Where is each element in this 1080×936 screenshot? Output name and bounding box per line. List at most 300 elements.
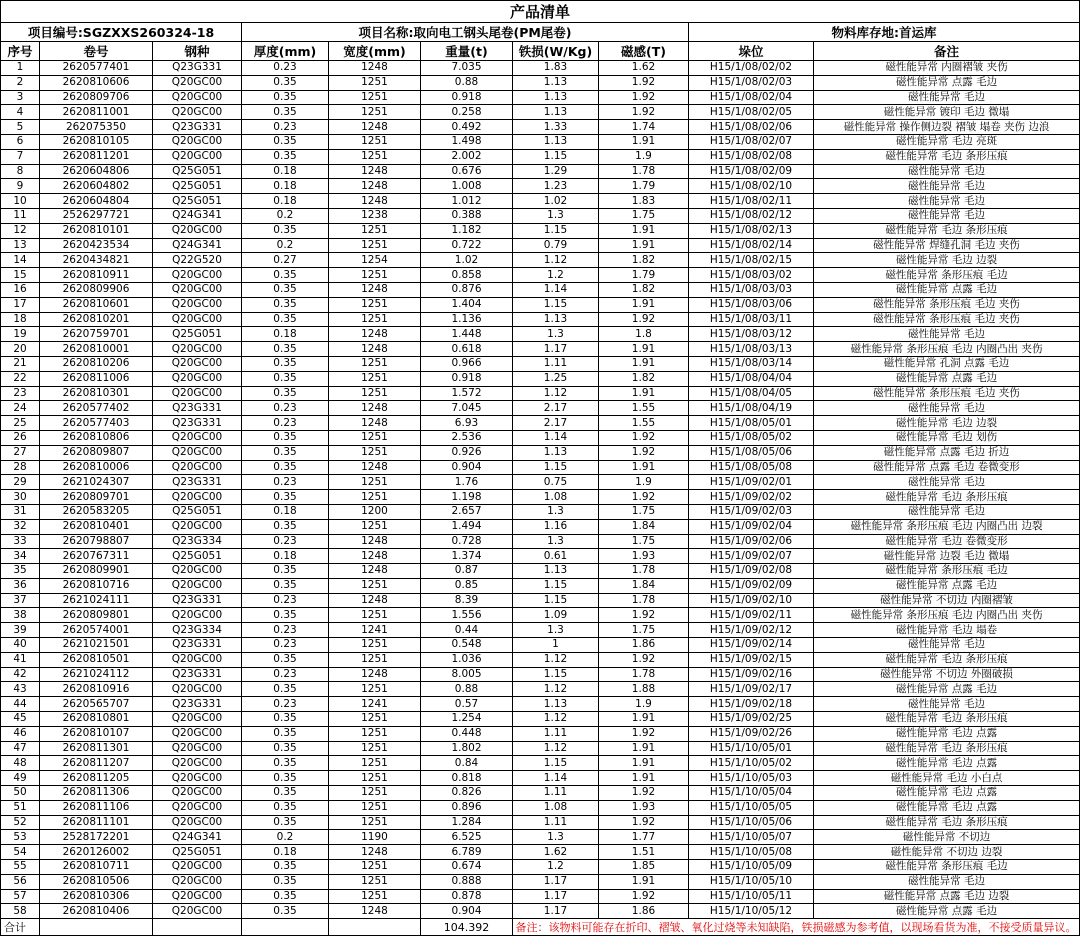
cell-seq: 58	[1, 904, 40, 919]
cell-grade: Q23G331	[153, 416, 242, 431]
cell-width: 1251	[329, 578, 421, 593]
cell-grade: Q24G341	[153, 238, 242, 253]
cell-iron-loss: 1.62	[513, 845, 599, 860]
cell-thickness: 0.35	[242, 860, 329, 875]
cell-remark: 磁性能异常 操作侧边裂 褶皱 塌卷 夹伤 边浪	[814, 120, 1080, 135]
cell-iron-loss: 1.12	[513, 741, 599, 756]
table-row	[1, 356, 1080, 371]
cell-thickness: 0.35	[242, 134, 329, 149]
cell-width: 1251	[329, 490, 421, 505]
cell-thickness: 0.35	[242, 578, 329, 593]
cell-coil: 2620577402	[40, 401, 153, 416]
cell-weight: 1.802	[421, 741, 513, 756]
cell-weight: 1.498	[421, 134, 513, 149]
table-row	[1, 652, 1080, 667]
cell-weight: 8.39	[421, 593, 513, 608]
header-width: 宽度(mm)	[329, 42, 421, 61]
cell-induction: 1.84	[599, 578, 689, 593]
cell-remark: 磁性能异常 毛边 条形压痕	[814, 741, 1080, 756]
cell-iron-loss: 1.11	[513, 726, 599, 741]
cell-weight: 0.888	[421, 874, 513, 889]
cell-iron-loss: 1.17	[513, 342, 599, 357]
cell-seq: 51	[1, 800, 40, 815]
cell-location: H15/1/10/05/08	[689, 845, 814, 860]
cell-weight: 1.02	[421, 253, 513, 268]
cell-weight: 0.926	[421, 445, 513, 460]
cell-coil: 2620577401	[40, 61, 153, 76]
cell-induction: 1.92	[599, 815, 689, 830]
cell-iron-loss: 1.15	[513, 460, 599, 475]
cell-seq: 21	[1, 356, 40, 371]
cell-grade: Q25G051	[153, 179, 242, 194]
cell-width: 1254	[329, 253, 421, 268]
cell-induction: 1.91	[599, 460, 689, 475]
cell-remark: 磁性能异常 条形压痕 毛边	[814, 564, 1080, 579]
page-title: 产品清单	[1, 1, 1080, 23]
cell-grade: Q24G341	[153, 208, 242, 223]
cell-thickness: 0.27	[242, 253, 329, 268]
cell-grade: Q23G331	[153, 61, 242, 76]
cell-thickness: 0.35	[242, 889, 329, 904]
cell-width: 1251	[329, 75, 421, 90]
cell-coil: 2620809706	[40, 90, 153, 105]
cell-iron-loss: 2.17	[513, 401, 599, 416]
cell-coil: 2620810711	[40, 860, 153, 875]
cell-thickness: 0.35	[242, 297, 329, 312]
table-row	[1, 771, 1080, 786]
cell-induction: 1.77	[599, 830, 689, 845]
cell-remark: 磁性能异常 不切边 内圈褶皱	[814, 593, 1080, 608]
cell-induction: 1.55	[599, 416, 689, 431]
cell-width: 1251	[329, 356, 421, 371]
cell-remark: 磁性能异常 条形压痕 毛边 内圈凸出 夹伤	[814, 342, 1080, 357]
table-row	[1, 90, 1080, 105]
cell-width: 1248	[329, 282, 421, 297]
cell-iron-loss: 1.29	[513, 164, 599, 179]
cell-thickness: 0.18	[242, 179, 329, 194]
cell-width: 1241	[329, 623, 421, 638]
cell-weight: 0.876	[421, 282, 513, 297]
cell-iron-loss: 1.12	[513, 712, 599, 727]
cell-width: 1248	[329, 120, 421, 135]
table-row	[1, 134, 1080, 149]
table-row	[1, 712, 1080, 727]
cell-remark: 磁性能异常 条形压痕 毛边	[814, 860, 1080, 875]
cell-grade: Q20GC00	[153, 134, 242, 149]
cell-induction: 1.92	[599, 430, 689, 445]
cell-weight: 7.045	[421, 401, 513, 416]
cell-seq: 9	[1, 179, 40, 194]
cell-weight: 6.789	[421, 845, 513, 860]
cell-grade: Q20GC00	[153, 741, 242, 756]
cell-iron-loss: 1.15	[513, 149, 599, 164]
cell-weight: 0.918	[421, 371, 513, 386]
cell-location: H15/1/10/05/07	[689, 830, 814, 845]
cell-remark: 磁性能异常 点露 毛边 边裂	[814, 889, 1080, 904]
cell-iron-loss: 1.2	[513, 268, 599, 283]
cell-location: H15/1/10/05/03	[689, 771, 814, 786]
cell-location: H15/1/08/03/14	[689, 356, 814, 371]
cell-weight: 0.388	[421, 208, 513, 223]
cell-remark: 磁性能异常 毛边 塌卷	[814, 623, 1080, 638]
cell-induction: 1.92	[599, 889, 689, 904]
table-row	[1, 416, 1080, 431]
cell-iron-loss: 1.11	[513, 815, 599, 830]
cell-location: H15/1/08/04/04	[689, 371, 814, 386]
table-row	[1, 75, 1080, 90]
cell-thickness: 0.35	[242, 874, 329, 889]
cell-width: 1251	[329, 519, 421, 534]
cell-location: H15/1/09/02/08	[689, 564, 814, 579]
cell-thickness: 0.35	[242, 445, 329, 460]
cell-induction: 1.86	[599, 638, 689, 653]
cell-coil: 2620604804	[40, 194, 153, 209]
cell-iron-loss: 1	[513, 638, 599, 653]
cell-thickness: 0.35	[242, 386, 329, 401]
table-row	[1, 208, 1080, 223]
table-row	[1, 549, 1080, 564]
cell-width: 1251	[329, 105, 421, 120]
cell-remark: 磁性能异常 点露 毛边	[814, 371, 1080, 386]
cell-seq: 56	[1, 874, 40, 889]
cell-seq: 31	[1, 504, 40, 519]
cell-iron-loss: 1.3	[513, 327, 599, 342]
cell-remark: 磁性能异常 毛边 点露	[814, 786, 1080, 801]
cell-remark: 磁性能异常 焊缝孔洞 毛边 夹伤	[814, 238, 1080, 253]
cell-induction: 1.82	[599, 282, 689, 297]
cell-iron-loss: 1.12	[513, 253, 599, 268]
cell-grade: Q20GC00	[153, 342, 242, 357]
cell-location: H15/1/10/05/02	[689, 756, 814, 771]
cell-thickness: 0.23	[242, 638, 329, 653]
cell-grade: Q20GC00	[153, 386, 242, 401]
table-row	[1, 608, 1080, 623]
table-row	[1, 815, 1080, 830]
cell-induction: 1.92	[599, 312, 689, 327]
cell-seq: 5	[1, 120, 40, 135]
table-row	[1, 519, 1080, 534]
cell-weight: 0.57	[421, 697, 513, 712]
cell-weight: 0.676	[421, 164, 513, 179]
cell-remark: 磁性能异常 毛边 条形压痕	[814, 712, 1080, 727]
cell-iron-loss: 1.3	[513, 208, 599, 223]
cell-grade: Q20GC00	[153, 460, 242, 475]
cell-thickness: 0.35	[242, 75, 329, 90]
cell-weight: 8.005	[421, 667, 513, 682]
cell-coil: 2620811201	[40, 149, 153, 164]
cell-weight: 1.556	[421, 608, 513, 623]
cell-coil: 2620809801	[40, 608, 153, 623]
cell-width: 1251	[329, 786, 421, 801]
cell-remark: 磁性能异常 孔洞 点露 毛边	[814, 356, 1080, 371]
cell-width: 1251	[329, 297, 421, 312]
cell-induction: 1.78	[599, 164, 689, 179]
cell-grade: Q25G051	[153, 504, 242, 519]
table-row	[1, 667, 1080, 682]
cell-coil: 2620810916	[40, 682, 153, 697]
cell-grade: Q20GC00	[153, 578, 242, 593]
cell-induction: 1.8	[599, 327, 689, 342]
table-row	[1, 342, 1080, 357]
cell-weight: 0.258	[421, 105, 513, 120]
cell-width: 1251	[329, 860, 421, 875]
cell-width: 1248	[329, 534, 421, 549]
cell-induction: 1.79	[599, 268, 689, 283]
cell-seq: 28	[1, 460, 40, 475]
cell-weight: 6.93	[421, 416, 513, 431]
cell-thickness: 0.35	[242, 312, 329, 327]
cell-coil: 2620810306	[40, 889, 153, 904]
cell-induction: 1.93	[599, 800, 689, 815]
cell-width: 1251	[329, 149, 421, 164]
cell-iron-loss: 1.33	[513, 120, 599, 135]
cell-iron-loss: 1.12	[513, 682, 599, 697]
cell-thickness: 0.23	[242, 623, 329, 638]
cell-location: H15/1/08/02/04	[689, 90, 814, 105]
header-weight: 重量(t)	[421, 42, 513, 61]
cell-induction: 1.91	[599, 874, 689, 889]
cell-seq: 14	[1, 253, 40, 268]
cell-thickness: 0.35	[242, 90, 329, 105]
cell-weight: 1.572	[421, 386, 513, 401]
cell-weight: 0.548	[421, 638, 513, 653]
cell-location: H15/1/08/02/05	[689, 105, 814, 120]
cell-grade: Q20GC00	[153, 712, 242, 727]
cell-induction: 1.78	[599, 564, 689, 579]
cell-seq: 54	[1, 845, 40, 860]
cell-coil: 2620810105	[40, 134, 153, 149]
cell-coil: 2620604802	[40, 179, 153, 194]
cell-location: H15/1/09/02/18	[689, 697, 814, 712]
header-row	[1, 42, 1080, 61]
cell-thickness: 0.23	[242, 697, 329, 712]
cell-seq: 16	[1, 282, 40, 297]
cell-width: 1200	[329, 504, 421, 519]
cell-location: H15/1/09/02/03	[689, 504, 814, 519]
cell-grade: Q20GC00	[153, 268, 242, 283]
cell-thickness: 0.35	[242, 149, 329, 164]
cell-width: 1251	[329, 371, 421, 386]
cell-location: H15/1/08/02/09	[689, 164, 814, 179]
cell-seq: 6	[1, 134, 40, 149]
cell-induction: 1.92	[599, 105, 689, 120]
cell-thickness: 0.35	[242, 460, 329, 475]
cell-grade: Q20GC00	[153, 90, 242, 105]
cell-weight: 0.87	[421, 564, 513, 579]
table-row	[1, 223, 1080, 238]
table-row	[1, 830, 1080, 845]
cell-coil: 2620810801	[40, 712, 153, 727]
cell-remark: 磁性能异常 毛边 小白点	[814, 771, 1080, 786]
cell-grade: Q25G051	[153, 845, 242, 860]
cell-location: H15/1/09/02/15	[689, 652, 814, 667]
cell-location: H15/1/08/02/08	[689, 149, 814, 164]
cell-seq: 37	[1, 593, 40, 608]
cell-remark: 磁性能异常 毛边	[814, 208, 1080, 223]
cell-remark: 磁性能异常 边裂 毛边 微塌	[814, 549, 1080, 564]
cell-weight: 0.722	[421, 238, 513, 253]
table-row	[1, 445, 1080, 460]
cell-coil: 2620126002	[40, 845, 153, 860]
cell-grade: Q20GC00	[153, 682, 242, 697]
cell-coil: 2620811205	[40, 771, 153, 786]
cell-weight: 0.966	[421, 356, 513, 371]
cell-thickness: 0.23	[242, 475, 329, 490]
cell-weight: 0.44	[421, 623, 513, 638]
cell-induction: 1.75	[599, 504, 689, 519]
cell-thickness: 0.23	[242, 416, 329, 431]
cell-location: H15/1/08/05/06	[689, 445, 814, 460]
cell-iron-loss: 1.13	[513, 445, 599, 460]
cell-location: H15/1/08/02/11	[689, 194, 814, 209]
cell-remark: 磁性能异常 毛边 卷微变形	[814, 534, 1080, 549]
cell-iron-loss: 1.17	[513, 874, 599, 889]
cell-grade: Q20GC00	[153, 786, 242, 801]
cell-seq: 38	[1, 608, 40, 623]
cell-thickness: 0.18	[242, 164, 329, 179]
cell-induction: 1.9	[599, 697, 689, 712]
cell-induction: 1.82	[599, 371, 689, 386]
cell-thickness: 0.35	[242, 356, 329, 371]
cell-seq: 2	[1, 75, 40, 90]
cell-grade: Q20GC00	[153, 771, 242, 786]
cell-weight: 0.88	[421, 682, 513, 697]
cell-thickness: 0.18	[242, 549, 329, 564]
cell-thickness: 0.35	[242, 815, 329, 830]
cell-iron-loss: 0.79	[513, 238, 599, 253]
cell-coil: 2526297721	[40, 208, 153, 223]
cell-remark: 磁性能异常 毛边	[814, 504, 1080, 519]
cell-location: H15/1/09/02/16	[689, 667, 814, 682]
cell-grade: Q23G331	[153, 593, 242, 608]
cell-induction: 1.92	[599, 490, 689, 505]
cell-coil: 2621024307	[40, 475, 153, 490]
header-location: 垛位	[689, 42, 814, 61]
cell-location: H15/1/09/02/07	[689, 549, 814, 564]
cell-seq: 55	[1, 860, 40, 875]
cell-seq: 1	[1, 61, 40, 76]
cell-width: 1248	[329, 460, 421, 475]
cell-seq: 36	[1, 578, 40, 593]
table-row	[1, 105, 1080, 120]
cell-thickness: 0.35	[242, 342, 329, 357]
table-row	[1, 386, 1080, 401]
cell-weight: 1.182	[421, 223, 513, 238]
table-row	[1, 564, 1080, 579]
cell-grade: Q23G334	[153, 534, 242, 549]
table-row	[1, 61, 1080, 76]
cell-induction: 1.9	[599, 475, 689, 490]
cell-location: H15/1/08/03/12	[689, 327, 814, 342]
cell-grade: Q23G331	[153, 475, 242, 490]
table-row	[1, 149, 1080, 164]
cell-width: 1248	[329, 194, 421, 209]
cell-iron-loss: 1.15	[513, 593, 599, 608]
cell-coil: 2620810006	[40, 460, 153, 475]
cell-coil: 2620811106	[40, 800, 153, 815]
cell-location: H15/1/08/03/13	[689, 342, 814, 357]
cell-weight: 0.896	[421, 800, 513, 815]
cell-seq: 57	[1, 889, 40, 904]
cell-coil: 2621024112	[40, 667, 153, 682]
cell-remark: 磁性能异常 条形压痕 毛边 夹伤	[814, 312, 1080, 327]
cell-remark: 磁性能异常 条形压痕 毛边 夹伤	[814, 297, 1080, 312]
cell-location: H15/1/10/05/11	[689, 889, 814, 904]
cell-thickness: 0.35	[242, 519, 329, 534]
cell-width: 1251	[329, 475, 421, 490]
cell-coil: 2528172201	[40, 830, 153, 845]
table-row	[1, 430, 1080, 445]
cell-iron-loss: 1.15	[513, 223, 599, 238]
cell-location: H15/1/08/03/02	[689, 268, 814, 283]
cell-thickness: 0.35	[242, 771, 329, 786]
cell-coil: 2620810206	[40, 356, 153, 371]
cell-remark: 磁性能异常 点露 毛边 折边	[814, 445, 1080, 460]
cell-induction: 1.85	[599, 860, 689, 875]
cell-width: 1248	[329, 327, 421, 342]
cell-width: 1251	[329, 134, 421, 149]
cell-width: 1248	[329, 416, 421, 431]
cell-coil: 2620810101	[40, 223, 153, 238]
cell-width: 1248	[329, 667, 421, 682]
cell-remark: 磁性能异常 毛边	[814, 475, 1080, 490]
cell-grade: Q20GC00	[153, 105, 242, 120]
cell-remark: 磁性能异常 毛边	[814, 327, 1080, 342]
cell-iron-loss: 1.15	[513, 756, 599, 771]
cell-weight: 2.536	[421, 430, 513, 445]
cell-location: H15/1/09/02/14	[689, 638, 814, 653]
cell-width: 1251	[329, 741, 421, 756]
cell-seq: 17	[1, 297, 40, 312]
cell-weight: 0.904	[421, 904, 513, 919]
cell-thickness: 0.35	[242, 490, 329, 505]
cell-iron-loss: 1.08	[513, 800, 599, 815]
total-row	[1, 919, 1080, 936]
cell-iron-loss: 1.13	[513, 312, 599, 327]
cell-remark: 磁性能异常 毛边 边裂	[814, 416, 1080, 431]
cell-weight: 1.036	[421, 652, 513, 667]
cell-remark: 磁性能异常 内圈褶皱 夹伤	[814, 61, 1080, 76]
cell-location: H15/1/09/02/25	[689, 712, 814, 727]
cell-seq: 12	[1, 223, 40, 238]
cell-seq: 11	[1, 208, 40, 223]
cell-seq: 34	[1, 549, 40, 564]
cell-coil: 2620574001	[40, 623, 153, 638]
cell-coil: 2620810107	[40, 726, 153, 741]
table-row	[1, 312, 1080, 327]
cell-width: 1238	[329, 208, 421, 223]
cell-location: H15/1/08/02/14	[689, 238, 814, 253]
cell-induction: 1.91	[599, 297, 689, 312]
cell-thickness: 0.35	[242, 105, 329, 120]
table-row	[1, 593, 1080, 608]
cell-seq: 22	[1, 371, 40, 386]
cell-weight: 2.657	[421, 504, 513, 519]
cell-grade: Q20GC00	[153, 874, 242, 889]
cell-remark: 磁性能异常 条形压痕 毛边 内圈凸出 夹伤	[814, 608, 1080, 623]
cell-location: H15/1/09/02/10	[689, 593, 814, 608]
cell-seq: 4	[1, 105, 40, 120]
cell-induction: 1.91	[599, 756, 689, 771]
cell-remark: 磁性能异常 毛边 划伤	[814, 430, 1080, 445]
cell-seq: 3	[1, 90, 40, 105]
cell-coil: 2620811306	[40, 786, 153, 801]
cell-seq: 53	[1, 830, 40, 845]
cell-width: 1251	[329, 889, 421, 904]
cell-coil: 2620583205	[40, 504, 153, 519]
cell-weight: 0.674	[421, 860, 513, 875]
cell-iron-loss: 1.13	[513, 697, 599, 712]
